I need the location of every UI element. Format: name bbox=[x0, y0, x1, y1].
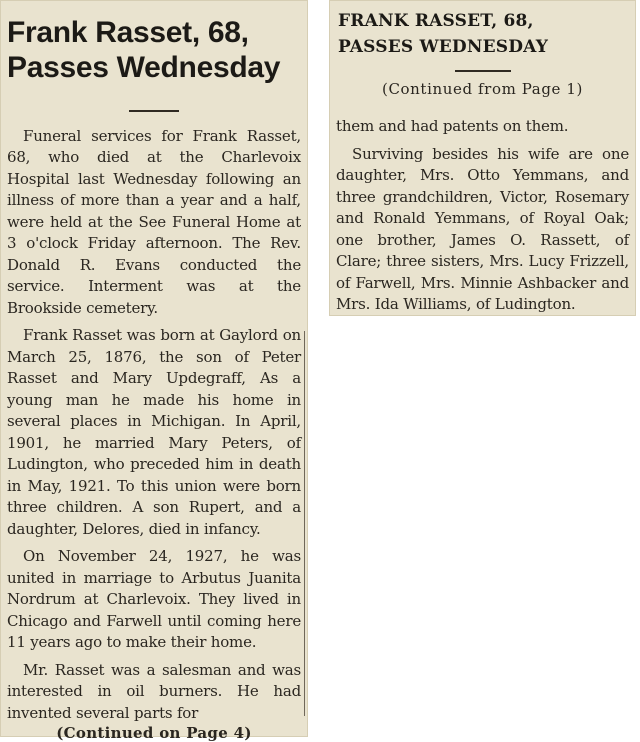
headline bbox=[330, 1, 635, 60]
continued-from-note: (Continued from Page 1) bbox=[382, 80, 583, 98]
paragraph-biography: Frank Rasset was born at Gaylord on March 25, 1876, the son of Peter Rasset and Mary Updegraff, As a young man he made his home in several places in Michigan. In April, 1901, he married Mary Peters, of Ludington, who preceded him in death in May, 1921. To this union were born three children. A son Rupert, and a daughter, Delores, died in infancy. bbox=[7, 326, 301, 538]
obituary-clipping-page-4 bbox=[329, 0, 636, 316]
headline-line-1: FRANK RASSET, 68, bbox=[338, 11, 534, 31]
paragraph-funeral-services: Funeral services for Frank Rasset, 68, who died at the Charlevoix Hospital last Wednesday following an illness of more than a year and a half, were held at the See Funeral Home at 3 o'clock Friday afternoon. The Rev. Donald R. Evans conducted the service. Interment was at the Brookside cemetery. bbox=[7, 126, 301, 317]
paragraph-patents: them and had patents on them. bbox=[336, 117, 569, 135]
headline-divider bbox=[129, 110, 179, 112]
headline-line-2: PASSES WEDNESDAY bbox=[338, 36, 549, 57]
paragraph-survivors: Surviving besides his wife are one daughter, Mrs. Otto Yemmans, and three grandchildren, Victor, Rosemary and Ronald Yemmans, of Royal Oak; one brother, James O. Rassett, of Clare; three sisters, Mrs. Lucy Frizzell, of Farwell, Mrs. Minnie Ashbacker and Mrs. Ida Williams, of Ludington. bbox=[336, 144, 629, 313]
continued-on-note: (Continued on Page 4) bbox=[56, 724, 252, 742]
headline-divider bbox=[455, 70, 511, 72]
paragraph-occupation: Mr. Rasset was a salesman and was interested in oil burners. He had invented several parts for bbox=[7, 660, 301, 722]
headline-line-1: Frank Rasset, 68, bbox=[7, 16, 249, 49]
obituary-clipping-page-1 bbox=[0, 0, 308, 742]
headline-line-2: Passes Wednesday bbox=[7, 51, 281, 85]
headline bbox=[1, 1, 307, 86]
paragraph-marriage: On November 24, 1927, he was united in marriage to Arbutus Juanita Nordrum at Charlevoix. They lived in Chicago and Farwell until coming here 11 years ago to make their home. bbox=[7, 547, 301, 652]
column-divider bbox=[304, 331, 305, 716]
